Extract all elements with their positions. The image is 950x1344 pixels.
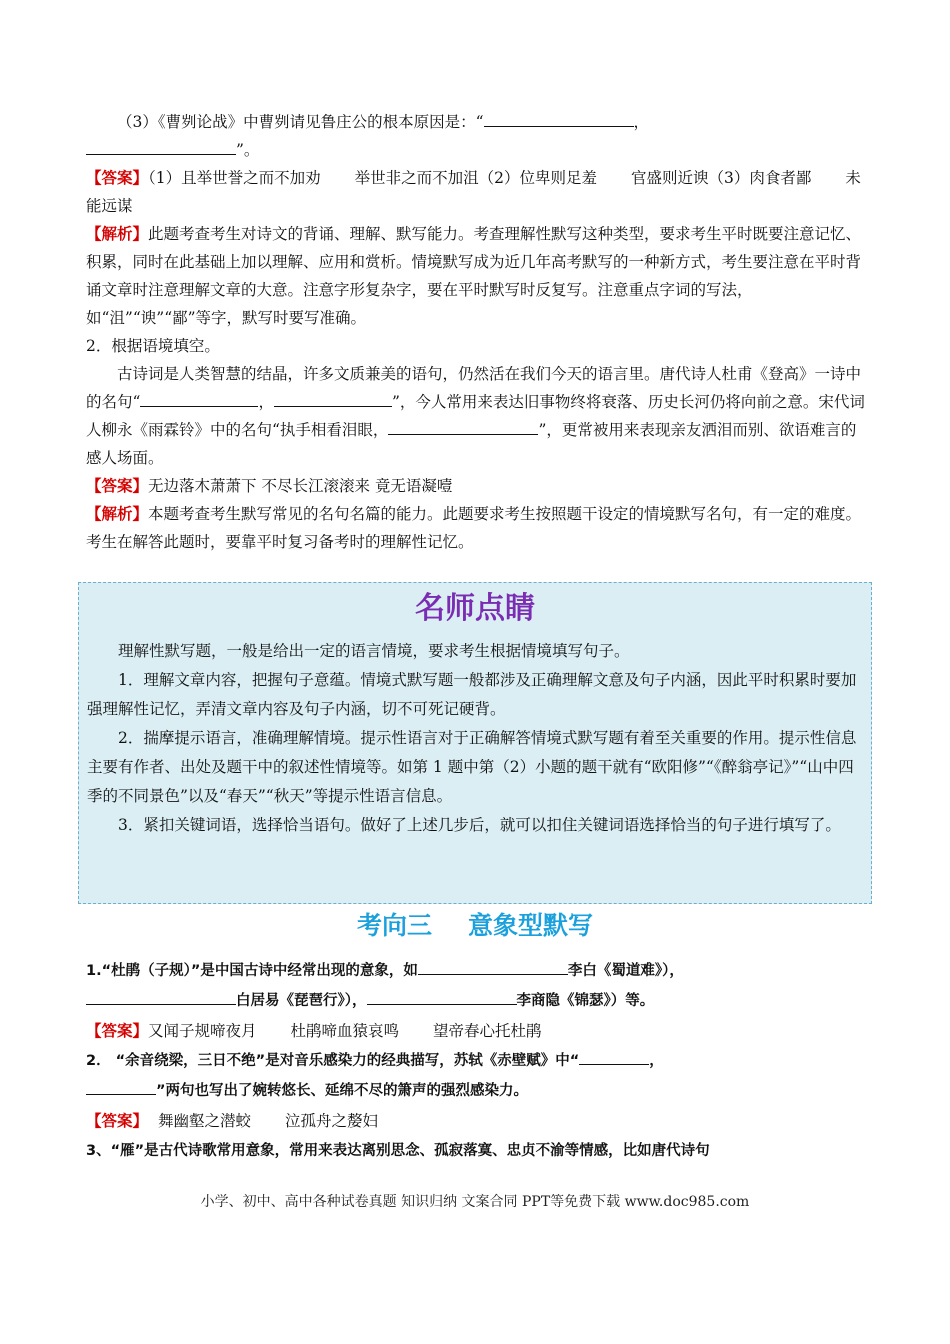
answer-blank[interactable]: [579, 1046, 649, 1065]
lower-question-2: 2． “余音绕梁，三日不绝”是对音乐感染力的经典描写，苏轼《赤壁赋》中“ ，: [86, 1046, 866, 1076]
answer-tag: 【答案】: [86, 168, 149, 187]
answer-blank[interactable]: [484, 108, 634, 127]
answer-2: 【答案】无边落木萧萧下 不尽长江滚滚来 竟无语凝噎: [86, 476, 453, 495]
explanation-tag: 【解析】: [86, 504, 149, 523]
answer-blank[interactable]: [86, 1076, 156, 1095]
answer-1: 【答案】（1）且举世誉之而不加劝 举世非之而不加沮（2）位卑则足羞 官盛则近谀（3）肉食者鄙 未能远谋: [86, 168, 861, 215]
explanation-2: 【解析】本题考查考生默写常见的名句名篇的能力。此题要求考生按照题干设定的情境默写名句，有一定的难度。考生在解答此题时，要靠平时复习备考时的理解性记忆。: [86, 504, 862, 551]
explanation-tag: 【解析】: [86, 224, 149, 243]
answer-blank[interactable]: [418, 956, 568, 975]
tips-body: [87, 637, 865, 840]
answer-blank[interactable]: [388, 416, 538, 435]
answer-blank[interactable]: [274, 388, 392, 407]
lower-question-2-cont: ”两句也写出了婉转悠长、延绵不尽的箫声的强烈感染力。: [86, 1076, 866, 1106]
answer-blank[interactable]: [86, 136, 236, 155]
answer-tag: 【答案】: [86, 1021, 149, 1040]
tips-paragraph: 1．理解文章内容，把握句子意蕴。情境式默写题一般都涉及正确理解文意及句子内涵，因此平时积累时要加强理解性记忆，弄清文章内容及句子内涵，切不可死记硬背。: [87, 671, 857, 718]
question-2-body: 古诗词是人类智慧的结晶，许多文质兼美的语句，仍然活在我们今天的语言里。唐代诗人杜甫《登高》一诗中的名句“ ， ”，今人常用来表达旧事物终将衰落、历史长河仍将向前之意。宋代词人柳永《雨霖铃》中的名句“执手相看泪眼， ”，更常被用来表现亲友洒泪而别、欲语难言的感人场面。: [86, 365, 865, 467]
answer-tag: 【答案】: [86, 1111, 149, 1130]
tips-paragraph: 理解性默写题，一般是给出一定的语言情境，要求考生根据情境填写句子。: [118, 642, 630, 660]
question-2-title: 2．根据语境填空。: [86, 337, 220, 355]
answer-tag: 【答案】: [86, 476, 149, 495]
tips-paragraph: 2．揣摩提示语言，准确理解情境。提示性语言对于正确解答情境式默写题有着至关重要的作用。提示性信息主要有作者、出处及题干中的叙述性情境等。如第 1 题中第（2）小题的题干就有“欧阳修”“《醉翁亭记》”“山中四季的不同景色”以及“春天”“秋天”等提示性语言信息。: [87, 729, 857, 805]
page-footer: 小学、初中、高中各种试卷真题 知识归纳 文案合同 PPT等免费下载 www.doc985.com: [200, 1194, 750, 1210]
question-3: （3）《曹刿论战》中曹刿请见鲁庄公的根本原因是：“ ，: [86, 108, 866, 136]
lower-answer-1: 【答案】又闻子规啼夜月 杜鹃啼血猿哀鸣 望帝春心托杜鹃: [86, 1021, 542, 1040]
tips-title: 名师点睛: [415, 591, 535, 626]
answer-blank[interactable]: [86, 986, 236, 1005]
upper-content: [86, 108, 866, 556]
section-heading: 考向三 意象型默写: [356, 911, 594, 940]
lower-question-1-cont: 白居易《琵琶行》）， 李商隐《锦瑟》）等。: [86, 986, 866, 1016]
lower-question-1: 1.“杜鹃（子规）”是中国古诗中经常出现的意象，如 李白《蜀道难》），: [86, 956, 866, 986]
lower-content: [86, 956, 866, 1166]
teacher-tips-box: [78, 582, 872, 904]
question-3-cont: ”。: [86, 136, 866, 164]
answer-blank[interactable]: [367, 986, 517, 1005]
lower-question-3: 3、“雁”是古代诗歌常用意象，常用来表达离别思念、孤寂落寞、忠贞不渝等情感，比如唐代诗句: [86, 1143, 710, 1159]
answer-blank[interactable]: [140, 388, 258, 407]
tips-paragraph: 3．紧扣关键词语，选择恰当语句。做好了上述几步后，就可以扣住关键词语选择恰当的句子进行填写了。: [118, 816, 841, 834]
lower-answer-2: 【答案】 舞幽壑之潜蛟 泣孤舟之嫠妇: [86, 1111, 379, 1130]
explanation-1: 【解析】此题考查考生对诗文的背诵、理解、默写能力。考查理解性默写这种类型，要求考生平时既要注意记忆、积累，同时在此基础上加以理解、应用和赏析。情境默写成为近几年高考默写的一种新方式，考生要注意在平时背诵文章时注意理解文章的大意。注意字形复杂字，要在平时默写时反复写。注意重点字词的写法，如“沮”“谀”“鄙”等字，默写时要写准确。: [86, 224, 862, 327]
